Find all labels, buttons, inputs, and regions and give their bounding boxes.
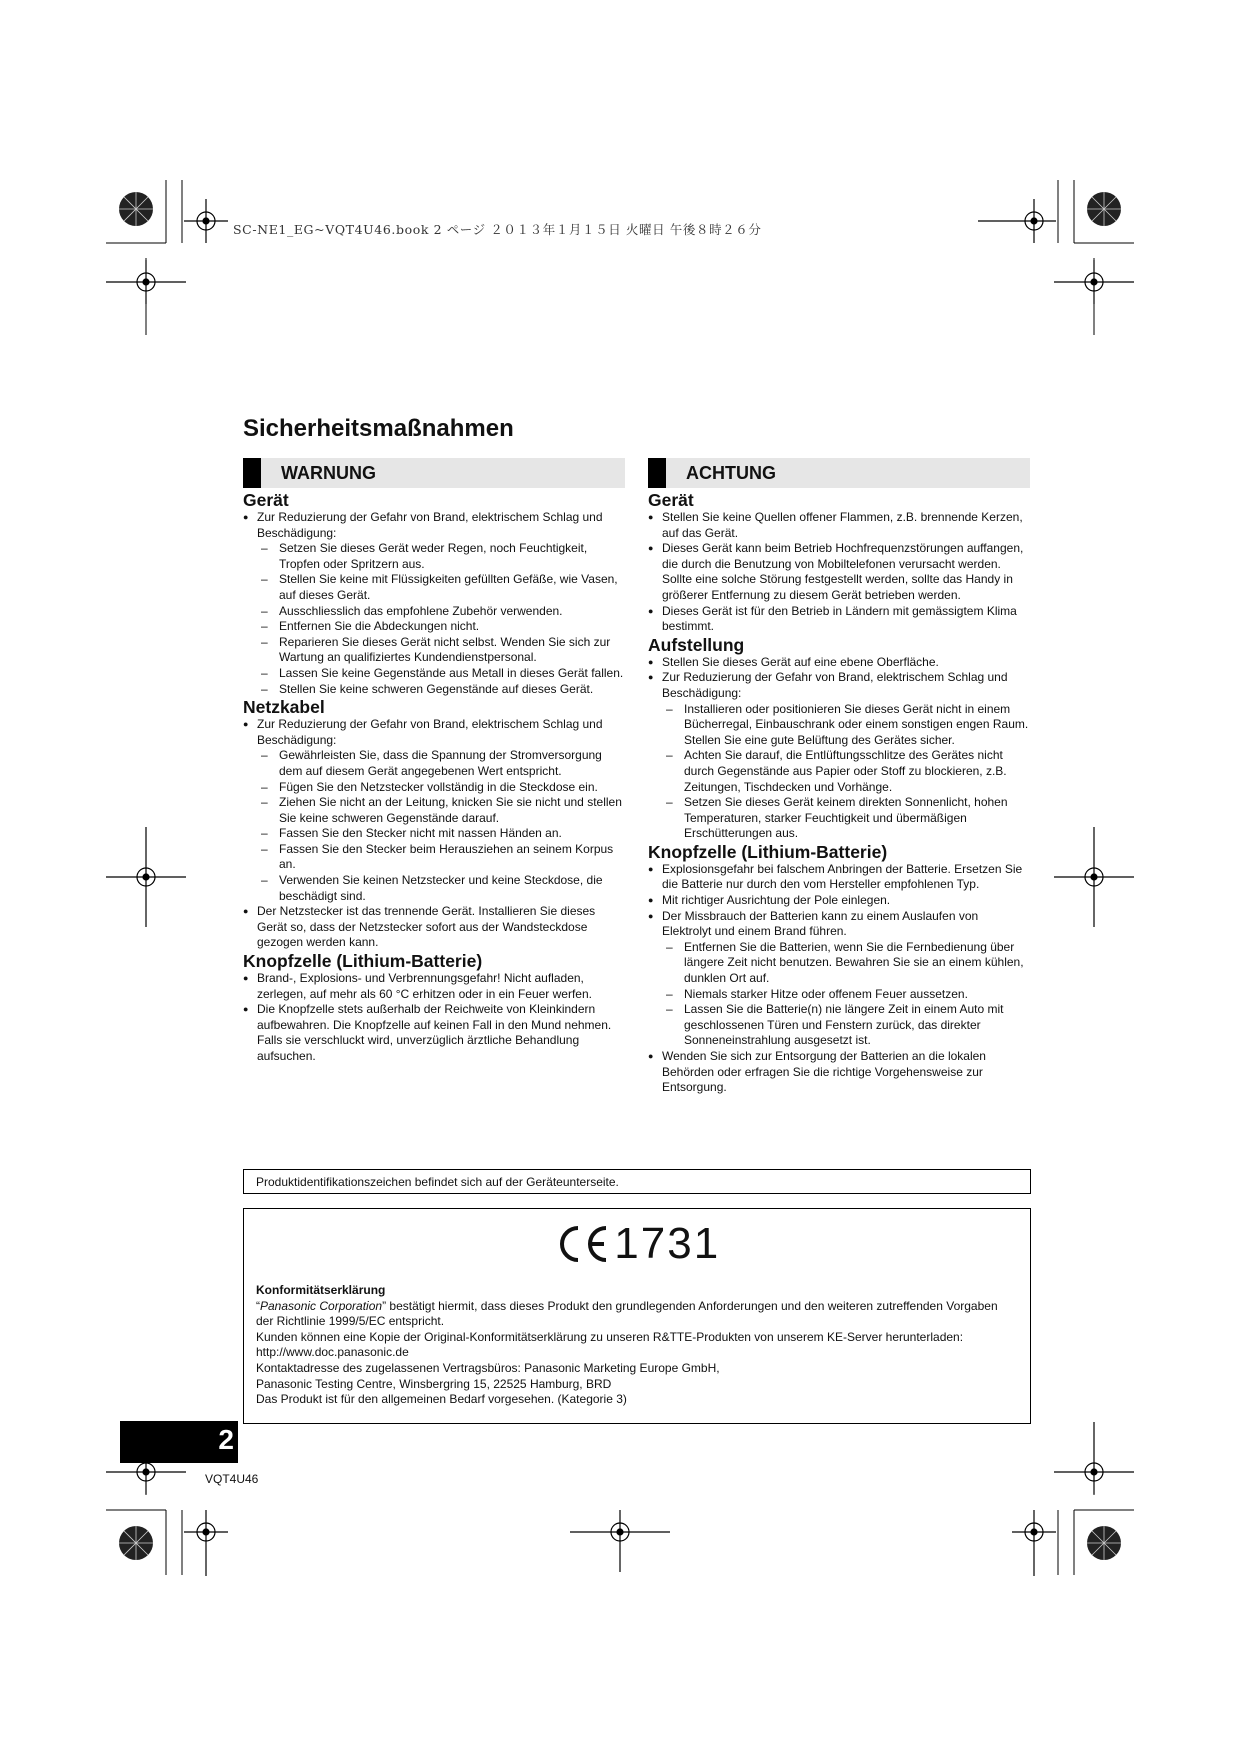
dash-item: – Niemals starker Hitze oder offenem Feuer aussetzen. <box>666 987 1030 1003</box>
dash-item: – Stellen Sie keine schweren Gegenstände auf dieses Gerät. <box>261 682 625 698</box>
category-note: Das Produkt ist für den allgemeinen Bedarf vorgesehen. (Kategorie 3) <box>256 1392 627 1407</box>
download-url[interactable]: http://www.doc.panasonic.de <box>256 1345 409 1360</box>
section-heading: Knopfzelle (Lithium-Batterie) <box>648 841 888 862</box>
section <box>243 491 625 697</box>
bullet-item <box>243 717 625 748</box>
section <box>648 491 1030 635</box>
dash-item: – Fassen Sie den Stecker nicht mit nassen Händen an. <box>261 826 625 842</box>
bullet-text: Zur Reduzierung der Gefahr von Brand, elektrischem Schlag und Beschädigung: <box>257 717 603 747</box>
page-number: 2 <box>218 1424 234 1455</box>
warnung-banner <box>243 458 625 488</box>
contact-address: Panasonic Testing Centre, Winsbergring 15, 22525 Hamburg, BRD <box>256 1376 612 1391</box>
bullet-item <box>648 1049 1030 1096</box>
bullet-item <box>648 655 1030 671</box>
print-slug: SC-NE1_EG~VQT4U46.book 2 ページ ２０１３年１月１５日 火曜日 午後８時２６分 <box>233 222 762 237</box>
banner-bar <box>648 458 666 488</box>
bullet-list <box>243 717 625 951</box>
bullet-text: Der Netzstecker ist das trennende Gerät. Installieren Sie dieses Gerät so, dass der Netzstecker sofort aus der Wandsteckdose gezogen werden kann. <box>257 904 596 950</box>
bullet-text: Dieses Gerät ist für den Betrieb in Ländern mit gemässigtem Klima bestimmt. <box>662 603 1017 634</box>
ce-mark-icon <box>554 1222 610 1266</box>
bullet-text: Die Knopfzelle stets außerhalb der Reichweite von Kleinkindern aufbewahren. Die Knopfzelle auf keinen Fall in den Mund nehmen. Falls sie verschluckt wird, unverzüglich ärztliche Behandlung aufsuchen. <box>257 1002 612 1063</box>
achtung-label: ACHTUNG <box>686 463 776 483</box>
dash-item: – Installieren oder positionieren Sie dieses Gerät nicht in einem Bücherregal, Einbauschrank oder einem sonstigen engen Raum. Stellen Sie eine gute Belüftung des Gerätes sicher. <box>666 702 1030 749</box>
ce-logo <box>256 1219 1018 1269</box>
dash-item: – Lassen Sie die Batterie(n) nie längere Zeit in einem Auto mit geschlossenen Türen und Fenstern zurück, das direkter Sonneneinstrahlung ausgesetzt ist. <box>666 1002 1030 1049</box>
dash-item: – Achten Sie darauf, die Entlüftungsschlitze des Gerätes nicht durch Gegenstände aus Papier oder Stoff zu blockieren, z.B. Zeitungen, Tischdecken und Vorhänge. <box>666 748 1030 795</box>
conformity-text <box>256 1299 1018 1408</box>
warnung-column <box>243 458 625 1065</box>
section <box>648 636 1030 842</box>
bullet-item <box>648 893 1030 909</box>
bullet-item <box>243 971 625 1002</box>
section-heading: Gerät <box>648 490 694 510</box>
bullet-item <box>243 1002 625 1064</box>
section <box>243 952 625 1065</box>
bullet-item <box>648 862 1030 893</box>
download-note: Kunden können eine Kopie der Original-Konformitätserklärung zu unseren R&TTE-Produkten von unserem KE-Server herunterladen: <box>256 1329 964 1344</box>
dash-list <box>243 541 625 697</box>
dash-item: – Entfernen Sie die Batterien, wenn Sie die Fernbedienung über längere Zeit nicht benutzen. Bewahren Sie sie an einem kühlen, dunklen Ort auf. <box>666 940 1030 987</box>
bullet-text: Brand-, Explosions- und Verbrennungsgefahr! Nicht aufladen, zerlegen, auf mehr als 60 °C erhitzen oder in ein Feuer werfen. <box>257 971 592 1001</box>
conformity-statement: “Panasonic Corporation” bestätigt hiermit, dass dieses Produkt den grundlegenden Anforderungen und den weiteren zutreffenden Vorgaben der Richtlinie 1999/5/EC entspricht. <box>256 1298 998 1329</box>
bullet-text: Explosionsgefahr bei falschem Anbringen der Batterie. Ersetzen Sie die Batterie nur durch den vom Hersteller empfohlenen Typ. <box>662 861 1023 892</box>
dash-list <box>648 940 1030 1049</box>
dash-item: – Lassen Sie keine Gegenstände aus Metall in dieses Gerät fallen. <box>261 666 625 682</box>
achtung-column <box>648 458 1030 1096</box>
dash-item: – Reparieren Sie dieses Gerät nicht selbst. Wenden Sie sich zur Wartung an qualifiziertes Kundendienstpersonal. <box>261 635 625 666</box>
contact-line: Kontaktadresse des zugelassenen Vertragsbüros: Panasonic Marketing Europe GmbH, <box>256 1360 720 1375</box>
dash-item: – Fassen Sie den Stecker beim Herausziehen an seinem Korpus an. <box>261 842 625 873</box>
section-heading: Knopfzelle (Lithium-Batterie) <box>243 951 483 972</box>
dash-item: – Ziehen Sie nicht an der Leitung, knicken Sie sie nicht und stellen Sie keine schweren Gegenstände darauf. <box>261 795 625 826</box>
section-heading: Gerät <box>243 490 289 510</box>
banner-bar <box>243 458 261 488</box>
dash-item: – Ausschliesslich das empfohlene Zubehör verwenden. <box>261 604 625 620</box>
section <box>243 698 625 951</box>
bullet-list <box>648 510 1030 635</box>
bullet-list <box>243 510 625 697</box>
conformity-heading: Konformitätserklärung <box>256 1283 386 1297</box>
dash-item: – Setzen Sie dieses Gerät keinem direkten Sonnenlicht, hohen Temperaturen, starker Feuchtigkeit und übermäßigen Erschütterungen aus. <box>666 795 1030 842</box>
page-number-tab <box>120 1421 238 1463</box>
page-title: Sicherheitsmaßnahmen <box>243 415 514 442</box>
company-name: Panasonic Corporation <box>260 1298 383 1313</box>
warnung-label: WARNUNG <box>281 463 376 483</box>
dash-item: – Stellen Sie keine mit Flüssigkeiten gefüllten Gefäße, wie Vasen, auf dieses Gerät. <box>261 572 625 603</box>
dash-item: – Verwenden Sie keinen Netzstecker und keine Steckdose, die beschädigt sind. <box>261 873 625 904</box>
section <box>648 843 1030 1096</box>
bullet-text: Dieses Gerät kann beim Betrieb Hochfrequenzstörungen auffangen, die durch die Benutzung von Mobiltelefonen verursacht werden. Sollte eine solche Störung festgestellt werden, sollte das Handy in größerer Entfernung zu diesem Gerät betrieben werden. <box>662 541 1024 602</box>
ce-number: 1731 <box>614 1219 721 1268</box>
bullet-item <box>243 904 625 951</box>
bullet-list <box>243 971 625 1065</box>
bullet-text: Wenden Sie sich zur Entsorgung der Batterien an die lokalen Behörden oder erfragen Sie die richtige Vorgehensweise zur Entsorgung. <box>662 1049 986 1095</box>
bullet-item <box>648 604 1030 635</box>
bullet-list <box>648 862 1030 1096</box>
dash-item: – Setzen Sie dieses Gerät weder Regen, noch Feuchtigkeit, Tropfen oder Spritzern aus. <box>261 541 625 572</box>
bullet-text: Stellen Sie keine Quellen offener Flammen, z.B. brennende Kerzen, auf das Gerät. <box>662 510 1023 540</box>
bullet-item <box>648 541 1030 603</box>
bullet-item <box>648 510 1030 541</box>
model-code: VQT4U46 <box>205 1472 259 1486</box>
dash-item: – Fügen Sie den Netzstecker vollständig in die Steckdose ein. <box>261 780 625 796</box>
dash-item: – Gewährleisten Sie, dass die Spannung der Stromversorgung dem auf diesem Gerät angegebenen Wert entspricht. <box>261 748 625 779</box>
dash-list <box>243 748 625 904</box>
bullet-text: Zur Reduzierung der Gefahr von Brand, elektrischem Schlag und Beschädigung: <box>257 510 603 540</box>
bullet-text: Mit richtiger Ausrichtung der Pole einlegen. <box>662 893 891 908</box>
bullet-item <box>648 670 1030 701</box>
product-id-note: Produktidentifikationszeichen befindet sich auf der Geräteunterseite. <box>243 1169 1031 1194</box>
bullet-item <box>648 909 1030 940</box>
bullet-text: Der Missbrauch der Batterien kann zu einem Auslaufen von Elektrolyt und einem Brand führen. <box>662 908 979 939</box>
bullet-item <box>243 510 625 541</box>
dash-list <box>648 702 1030 842</box>
section-heading: Netzkabel <box>243 697 325 718</box>
section-heading: Aufstellung <box>648 634 745 655</box>
bullet-text: Stellen Sie dieses Gerät auf eine ebene Oberfläche. <box>662 654 939 669</box>
dash-item: – Entfernen Sie die Abdeckungen nicht. <box>261 619 625 635</box>
achtung-banner <box>648 458 1030 488</box>
bullet-list <box>648 655 1030 842</box>
bullet-text: Zur Reduzierung der Gefahr von Brand, elektrischem Schlag und Beschädigung: <box>662 670 1008 700</box>
conformity-box <box>243 1208 1031 1424</box>
